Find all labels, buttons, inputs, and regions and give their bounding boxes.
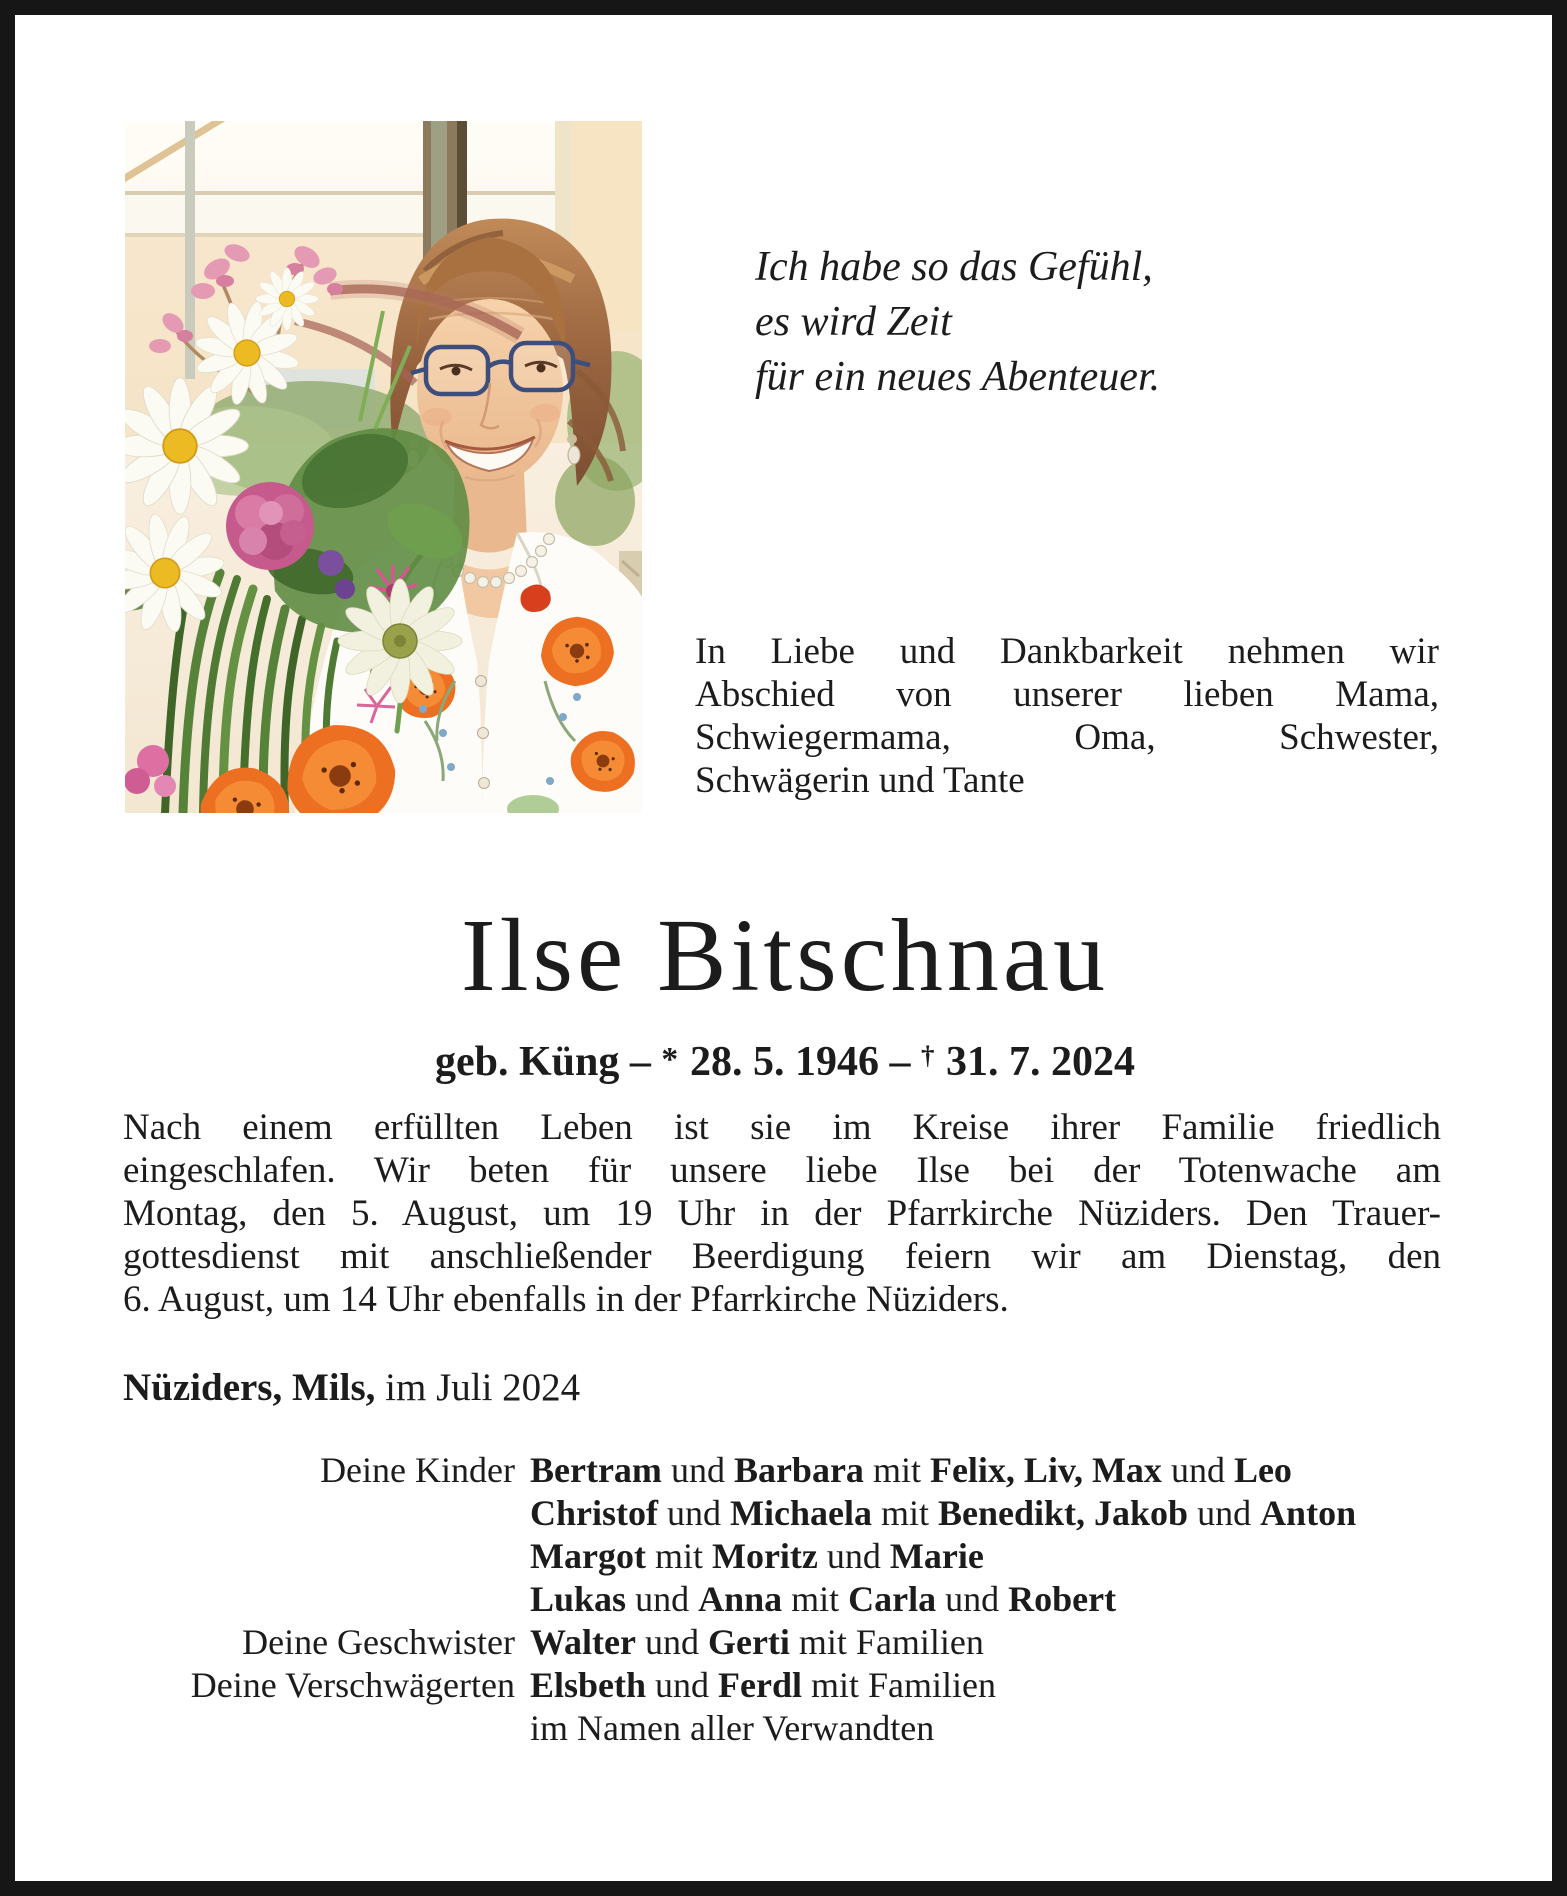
family-connector: und [658, 1493, 730, 1533]
epigraph-line: für ein neues Abenteuer. [755, 354, 1161, 400]
family-connector: und [1161, 1450, 1234, 1490]
family-row [123, 1707, 1453, 1750]
family-names [515, 1492, 1356, 1535]
family-connector: und [661, 1450, 734, 1490]
family-connector: mit [645, 1536, 712, 1576]
family-connector: und [635, 1622, 708, 1662]
family-connector: mit [863, 1450, 930, 1490]
family-connector: mit [782, 1579, 849, 1619]
portrait-photo [125, 121, 642, 813]
dateline-date: im Juli 2024 [385, 1366, 581, 1409]
family-row [123, 1449, 1453, 1492]
family-row [123, 1578, 1453, 1621]
family-member-name: Benedikt, Jakob [937, 1493, 1189, 1533]
family-relation-label: Deine Geschwister [242, 1622, 515, 1662]
announcement-paragraph [123, 1106, 1441, 1321]
family-relation-label [123, 1578, 515, 1621]
family-member-name: Gerti [707, 1622, 790, 1662]
dateline-places: Nüziders, Mils, [123, 1366, 376, 1409]
deceased-name: Ilse Bitschnau [460, 898, 1110, 1013]
family-names [515, 1535, 984, 1578]
family-member-name: Leo [1233, 1450, 1292, 1490]
family-relation-label [123, 1535, 515, 1578]
family-connector: im Namen aller Verwandten [530, 1708, 935, 1748]
family-member-name: Ferdl [718, 1665, 803, 1705]
epigraph-quote [755, 240, 1315, 405]
epigraph-line: Ich habe so das Gefühl, [755, 244, 1153, 290]
family-connector: mit [871, 1493, 938, 1533]
family-member-name: Christof [530, 1493, 658, 1533]
family-connector: und [646, 1665, 719, 1705]
family-member-name: Michaela [730, 1493, 872, 1533]
intro-line: Schwägerin und Tante [695, 760, 1025, 801]
dash-separator: – [879, 1038, 921, 1085]
family-member-name: Felix, Liv, Max [929, 1450, 1162, 1490]
family-relation-label: Deine Verschwägerten [190, 1665, 515, 1705]
intro-paragraph [695, 630, 1439, 802]
family-names [515, 1664, 996, 1707]
family-row [123, 1621, 1453, 1664]
dash-separator: – [619, 1038, 662, 1085]
family-member-name: Barbara [733, 1450, 864, 1490]
intro-line: Schwiegermama, Oma, Schwester, [695, 717, 1439, 758]
family-relation-label [123, 1492, 515, 1535]
birth-star-symbol: * [661, 1041, 680, 1079]
family-names [515, 1621, 984, 1664]
family-member-name: Bertram [530, 1450, 662, 1490]
family-member-name: Lukas [530, 1579, 627, 1619]
family-member-name: Anna [698, 1579, 783, 1619]
announcement-line: eingeschlafen. Wir beten für unsere liebe Ilse bei der Totenwache am [123, 1150, 1441, 1191]
announcement-line: Montag, den 5. August, um 19 Uhr in der Pfarrkirche Nüziders. Den Trauer- [123, 1193, 1441, 1234]
family-connector: und [817, 1536, 890, 1576]
family-row [123, 1664, 1453, 1707]
family-row [123, 1492, 1453, 1535]
family-connector: und [626, 1579, 699, 1619]
family-member-name: Elsbeth [530, 1665, 647, 1705]
family-connector: mit Familien [789, 1622, 984, 1662]
family-names [515, 1578, 1116, 1621]
family-row [123, 1535, 1453, 1578]
epigraph-line: es wird Zeit [755, 299, 952, 345]
life-dates [123, 1029, 1447, 1088]
dateline [123, 1365, 580, 1411]
family-member-name: Moritz [711, 1536, 818, 1576]
maiden-name: geb. Küng [434, 1038, 620, 1085]
family-member-name: Robert [1008, 1579, 1117, 1619]
family-member-name: Walter [530, 1622, 636, 1662]
death-dagger-symbol: † [921, 1040, 936, 1070]
family-list [123, 1449, 1453, 1750]
family-connector: und [936, 1579, 1009, 1619]
family-member-name: Margot [530, 1536, 646, 1576]
family-names [515, 1449, 1292, 1492]
birth-date: 28. 5. 1946 [679, 1038, 879, 1085]
family-relation-label [123, 1707, 515, 1750]
announcement-line: gottesdienst mit anschließender Beerdigung feiern wir am Dienstag, den [123, 1236, 1441, 1277]
family-member-name: Marie [889, 1536, 984, 1576]
intro-line: Abschied von unserer lieben Mama, [695, 674, 1439, 715]
death-date: 31. 7. 2024 [935, 1038, 1136, 1085]
family-member-name: Anton [1260, 1493, 1357, 1533]
family-names [515, 1707, 934, 1750]
family-member-name: Carla [848, 1579, 937, 1619]
family-connector: mit Familien [802, 1665, 997, 1705]
portrait-photo-illustration [125, 121, 642, 813]
family-relation-label: Deine Kinder [320, 1450, 515, 1490]
family-connector: und [1188, 1493, 1261, 1533]
announcement-line: Nach einem erfüllten Leben ist sie im Kreise ihrer Familie friedlich [123, 1107, 1441, 1148]
intro-line: In Liebe und Dankbarkeit nehmen wir [695, 631, 1439, 672]
announcement-line: 6. August, um 14 Uhr ebenfalls in der Pfarrkirche Nüziders. [123, 1279, 1009, 1320]
